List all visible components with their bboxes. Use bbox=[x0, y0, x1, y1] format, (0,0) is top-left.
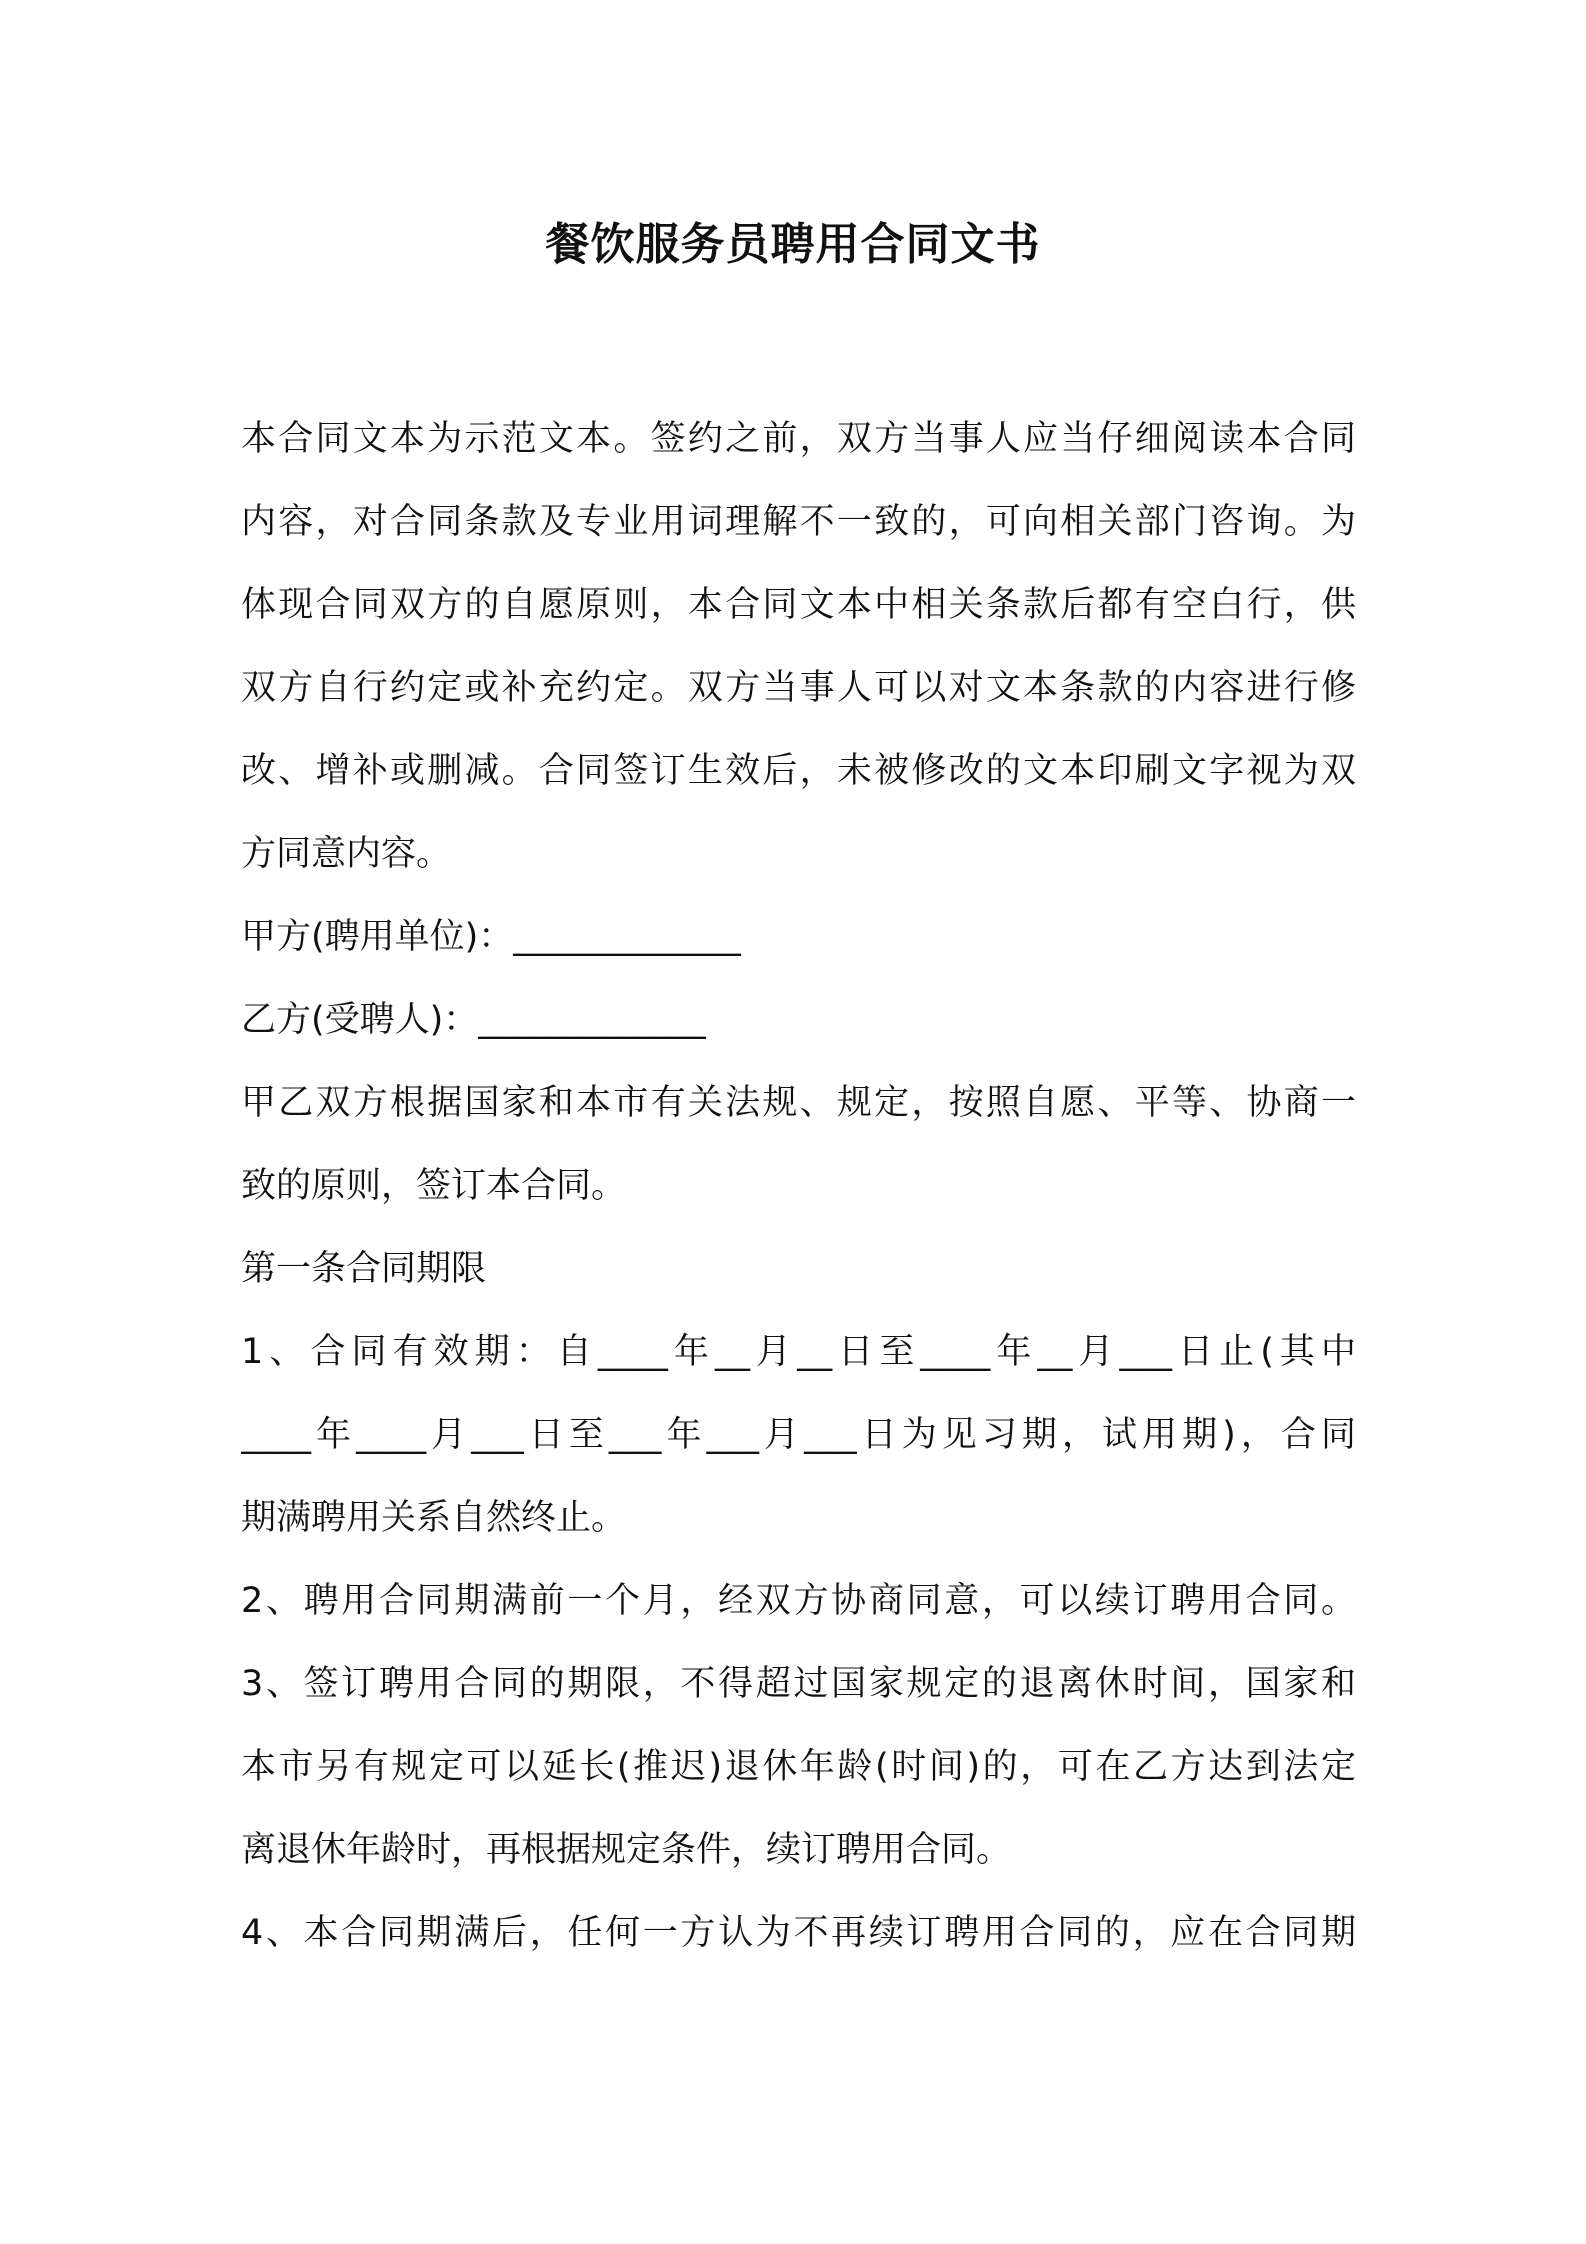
text-line: 内容，对合同条款及专业用词理解不一致的，可向相关部门咨询。为 bbox=[241, 502, 1356, 542]
text-line: 本市另有规定可以延长(推迟)退休年龄(时间)的，可在乙方达到法定 bbox=[241, 1747, 1356, 1787]
text-line: 体现合同双方的自愿原则，本合同文本中相关条款后都有空白行，供 bbox=[241, 585, 1356, 625]
text-line: 双方自行约定或补充约定。双方当事人可以对文本条款的内容进行修 bbox=[241, 668, 1356, 708]
text-line: 3、签订聘用合同的期限，不得超过国家规定的退离休时间，国家和 bbox=[241, 1664, 1356, 1704]
text-line: 4、本合同期满后，任何一方认为不再续订聘用合同的，应在合同期 bbox=[241, 1913, 1356, 1953]
text-line: 2、聘用合同期满前一个月，经双方协商同意，可以续订聘用合同。 bbox=[241, 1581, 1356, 1621]
text-line: 离退休年龄时，再根据规定条件，续订聘用合同。 bbox=[241, 1830, 1012, 1870]
document-title: 餐饮服务员聘用合同文书 bbox=[545, 219, 1041, 270]
text-line: 致的原则，签订本合同。 bbox=[241, 1166, 627, 1206]
party-b-line: 乙方(受聘人)：_____________ bbox=[241, 1000, 706, 1040]
text-line: ____年____月___日至___年___月___日为见习期，试用期)，合同 bbox=[241, 1415, 1356, 1455]
text-line: 甲乙双方根据国家和本市有关法规、规定，按照自愿、平等、协商一 bbox=[241, 1083, 1356, 1123]
text-line: 1、合同有效期：自____年__月__日至____年__月___日止(其中 bbox=[241, 1332, 1356, 1372]
section-heading: 第一条合同期限 bbox=[241, 1249, 487, 1289]
text-line: 方同意内容。 bbox=[241, 834, 452, 874]
party-a-line: 甲方(聘用单位)：_____________ bbox=[241, 917, 741, 957]
text-line: 期满聘用关系自然终止。 bbox=[241, 1498, 627, 1538]
text-line: 改、增补或删减。合同签订生效后，未被修改的文本印刷文字视为双 bbox=[241, 751, 1356, 791]
text-line: 本合同文本为示范文本。签约之前，双方当事人应当仔细阅读本合同 bbox=[241, 419, 1356, 459]
document-body bbox=[241, 398, 1356, 1975]
